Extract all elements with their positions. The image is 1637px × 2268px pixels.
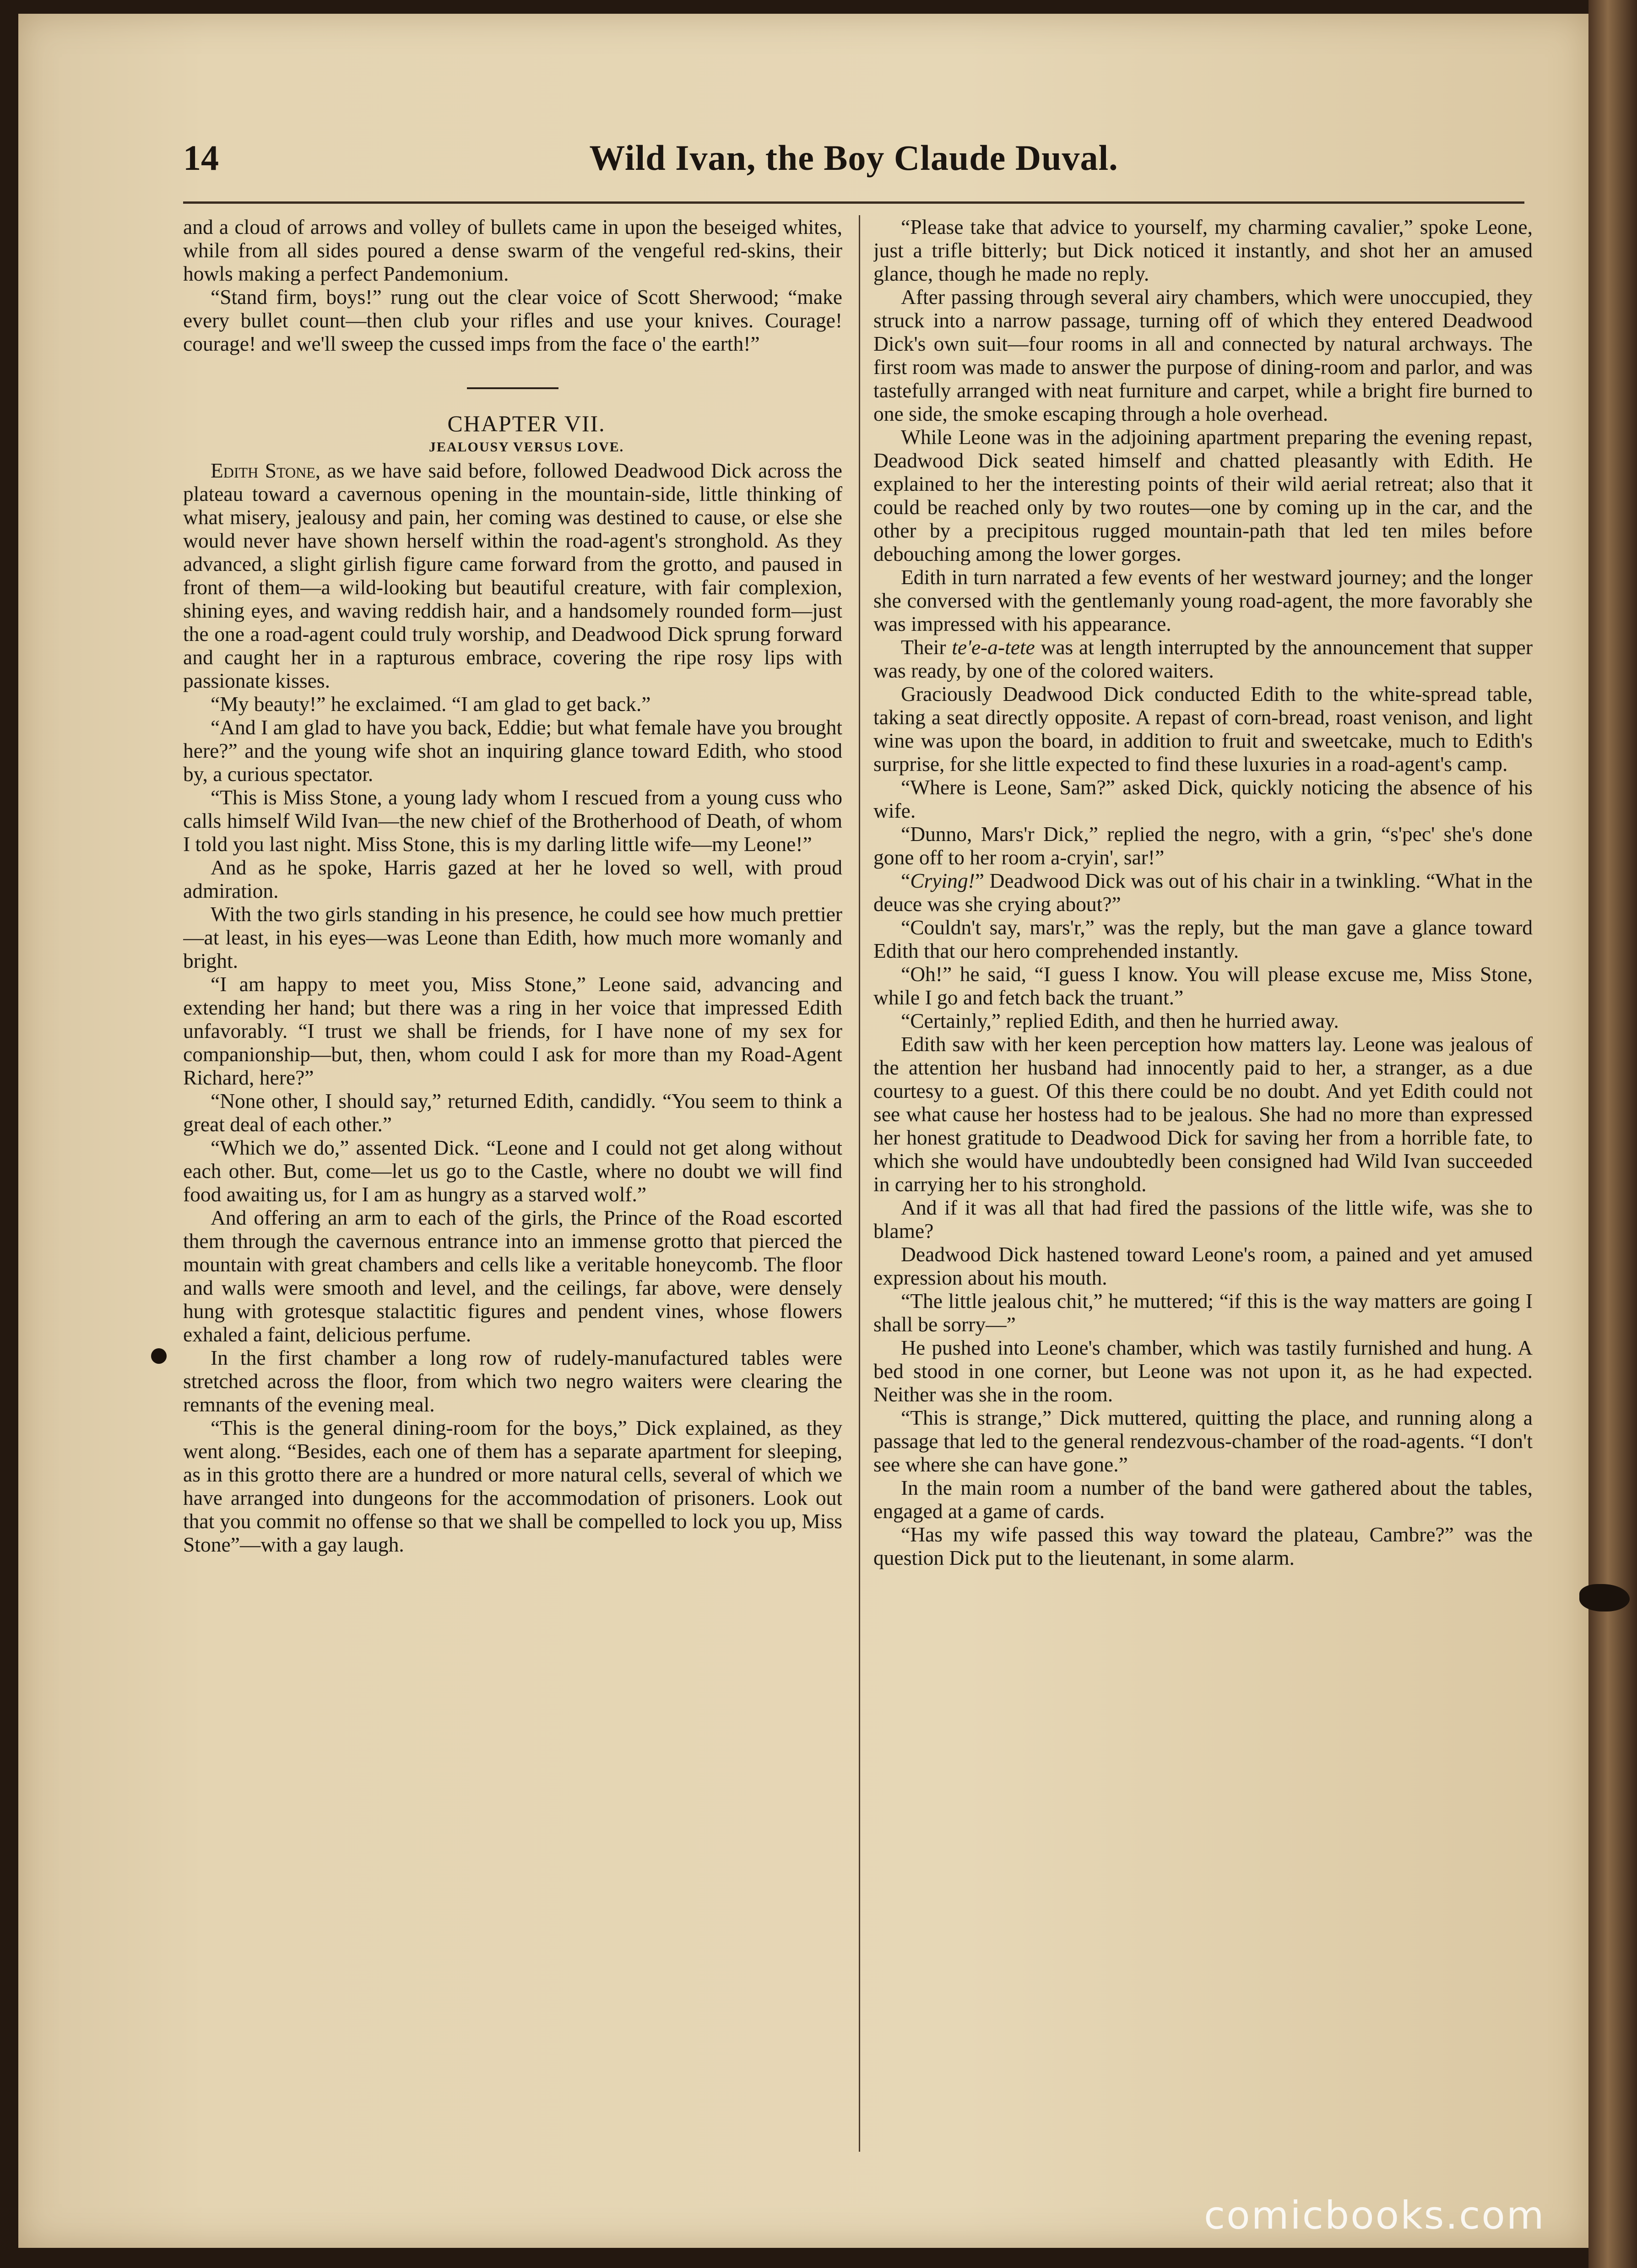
book-binding-edge: [1588, 0, 1637, 2268]
paragraph: “Where is Leone, Sam?” asked Dick, quickly noticing the absence of his wife.: [873, 776, 1533, 822]
paragraph: [183, 459, 842, 692]
paragraph-text: “: [901, 869, 911, 892]
paragraph: While Leone was in the adjoining apartment preparing the evening repast, Deadwood Dick seated himself and chatted pleasantly with Edith. He explained to her the interesting points of their wild aerial retreat; also that it could be reached only by two routes—one by coming up in the car, and the other by a precipitous rugged mountain-path that led ten miles before debouching among the lower gorges.: [873, 425, 1533, 565]
paragraph: In the first chamber a long row of rudely-manufactured tables were stretched across the floor, from which two negro waiters were clearing the remnants of the evening meal.: [183, 1346, 842, 1416]
paragraph: Edith saw with her keen perception how matters lay. Leone was jealous of the attention her husband had innocently paid to her, a stranger, as a due courtesy to a guest. Of this there could be no doubt. And yet Edith could not see what cause her hostess had to be jealous. She had no more than expressed her honest gratitude to Deadwood Dick for saving her from a horrible fate, to which she would have undoubtedly been consigned had Wild Ivan succeeded in carrying her to his stronghold.: [873, 1032, 1533, 1196]
paragraph: Deadwood Dick hastened toward Leone's room, a pained and yet amused expression about his mouth.: [873, 1243, 1533, 1289]
paragraph: “Oh!” he said, “I guess I know. You will please excuse me, Miss Stone, while I go and fetch back the truant.”: [873, 962, 1533, 1009]
paragraph: And offering an arm to each of the girls, the Prince of the Road escorted them through the cavernous entrance into an immense grotto that pierced the mountain with great chambers and cells like a veritable honeycomb. The floor and walls were smooth and level, and the ceilings, far above, were densely hung with grotesque stalactitic figures and pendent vines, whose flowers exhaled a faint, delicious perfume.: [183, 1206, 842, 1346]
paragraph-text: Their: [901, 635, 952, 659]
paragraph-text: as we have said before, followed Deadwood Dick across the plateau toward a cavernous opening in the mountain-side, little thinking of what misery, jealousy and pain, her coming was destined to cause, or else she would never have shown herself within the road-agent's stronghold. As they advanced, a slight girlish figure came forward from the grotto, and paused in front of them—a wild-looking but beautiful creature, with fair complexion, shining eyes, and waving reddish hair, and a handsomely rounded form—just the one a road-agent could truly worship, and Deadwood Dick sprung forward and caught her in a rapturous embrace, covering the ripe rosy lips with passionate kisses.: [183, 459, 842, 692]
paragraph: “None other, I should say,” returned Edith, candidly. “You seem to think a great deal of each other.”: [183, 1089, 842, 1136]
paragraph: “Dunno, Mars'r Dick,” replied the negro, with a grin, “s'pec' she's done gone off to her room a-cryin', sar!”: [873, 822, 1533, 869]
italic-phrase: Crying!: [910, 869, 975, 892]
paragraph: “The little jealous chit,” he muttered; “if this is the way matters are going I shall be sorry—”: [873, 1289, 1533, 1336]
paragraph: “Has my wife passed this way toward the plateau, Cambre?” was the question Dick put to the lieutenant, in some alarm.: [873, 1523, 1533, 1569]
paragraph: “Stand firm, boys!” rung out the clear voice of Scott Sherwood; “make every bullet count—then club your rifles and use your knives. Courage! courage! and we'll sweep the cussed imps from the face o' the earth!”: [183, 285, 842, 355]
lead-in-words: Edith Stone,: [211, 459, 321, 482]
chapter-title: CHAPTER VII.: [447, 411, 606, 436]
paragraph: “My beauty!” he exclaimed. “I am glad to get back.”: [211, 692, 651, 716]
paragraph: He pushed into Leone's chamber, which was tastily furnished and hung. A bed stood in one corner, but Leone was not upon it, as he had expected. Neither was she in the room.: [873, 1336, 1533, 1406]
paragraph: With the two girls standing in his presence, he could see how much prettier—at least, in his eyes—was Leone than Edith, how much more womanly and bright.: [183, 902, 842, 972]
paragraph: “This is the general dining-room for the boys,” Dick explained, as they went along. “Besides, each one of them has a separate apartment for sleeping, as in this grotto there are a hundred or more natural cells, several of which we have arranged into dungeons for the accommodation of prisoners. Look out that you commit no offense so that we shall be compelled to lock you up, Miss Stone”—with a gay laugh.: [183, 1416, 842, 1556]
right-column: [873, 215, 1533, 2156]
paragraph: “This is Miss Stone, a young lady whom I rescued from a young cuss who calls himself Wild Ivan—the new chief of the Brotherhood of Death, of whom I told you last night. Miss Stone, this is my darling little wife—my Leone!”: [183, 786, 842, 856]
paragraph: And if it was all that had fired the passions of the little wife, was she to blame?: [873, 1196, 1533, 1243]
paragraph-text: ” Deadwood Dick was out of his chair in a twinkling. “What in the deuce was she crying about?”: [873, 869, 1533, 916]
page-header: [183, 133, 1524, 188]
column-divider: [859, 215, 860, 2152]
page-number: 14: [183, 138, 219, 178]
paragraph: And as he spoke, Harris gazed at her he loved so well, with proud admiration.: [183, 856, 842, 902]
paragraph: “Which we do,” assented Dick. “Leone and I could not get along without each other. But, come—let us go to the Castle, where no doubt we will find food awaiting us, for I am as hungry as a starved wolf.”: [183, 1136, 842, 1206]
paragraph: “This is strange,” Dick muttered, quitting the place, and running along a passage that led to the general rendezvous-chamber of the road-agents. “I don't see where she can have gone.”: [873, 1406, 1533, 1476]
paragraph: and a cloud of arrows and volley of bullets came in upon the beseiged whites, while from all sides poured a dense swarm of the vengeful red-skins, their howls making a perfect Pandemonium.: [183, 215, 842, 285]
paragraph: In the main room a number of the band were gathered about the tables, engaged at a game of cards.: [873, 1476, 1533, 1523]
paragraph-text: was at length interrupted by the announcement that supper was ready, by one of the colored waiters.: [873, 635, 1533, 682]
paragraph: “Please take that advice to yourself, my charming cavalier,” spoke Leone, just a trifle bitterly; but Dick noticed it instantly, and shot her an amused glance, though he made no reply.: [873, 215, 1533, 285]
paragraph: “Couldn't say, mars'r,” was the reply, but the man gave a glance toward Edith that our hero comprehended instantly.: [873, 916, 1533, 962]
left-column: [183, 215, 842, 2156]
running-title: Wild Ivan, the Boy Claude Duval.: [589, 138, 1118, 178]
italic-phrase: te'e-a-tete: [952, 635, 1035, 659]
paragraph: “Certainly,” replied Edith, and then he hurried away.: [901, 1009, 1339, 1032]
paragraph: “And I am glad to have you back, Eddie; but what female have you brought here?” and the young wife shot an inquiring glance toward Edith, who stood by, a curious spectator.: [183, 716, 842, 786]
paragraph: [873, 869, 1533, 916]
ink-blot: [151, 1348, 167, 1364]
paragraph: [873, 635, 1533, 682]
paragraph: “I am happy to meet you, Miss Stone,” Leone said, advancing and extending her hand; but there was a ring in her voice that impressed Edith unfavorably. “I trust we shall be friends, for I have none of my sex for companionship—but, then, whom could I ask for more than my Road-Agent Richard, here?”: [183, 972, 842, 1089]
chapter-subtitle: JEALOUSY VERSUS LOVE.: [428, 439, 624, 455]
paragraph: Edith in turn narrated a few events of her westward journey; and the longer she conversed with the gentlemanly young road-agent, the more favorably she was impressed with his appearance.: [873, 565, 1533, 635]
section-divider: [467, 387, 558, 389]
paragraph: Graciously Deadwood Dick conducted Edith to the white-spread table, taking a seat directly opposite. A repast of corn-bread, roast venison, and light wine was upon the board, in addition to fruit and sweetcake, much to Edith's surprise, for she little expected to find these luxuries in a road-agent's camp.: [873, 682, 1533, 776]
watermark-text: comicbooks.com: [1204, 2193, 1545, 2238]
paragraph: After passing through several airy chambers, which were unoccupied, they struck into a narrow passage, turning off of which they entered Deadwood Dick's own suit—four rooms in all and connected by natural archways. The first room was made to answer the purpose of dining-room and parlor, and was tastefully arranged with neat furniture and carpet, while a bright fire burned to one side, the smoke escaping through a hole overhead.: [873, 285, 1533, 425]
header-rule: [183, 201, 1524, 204]
